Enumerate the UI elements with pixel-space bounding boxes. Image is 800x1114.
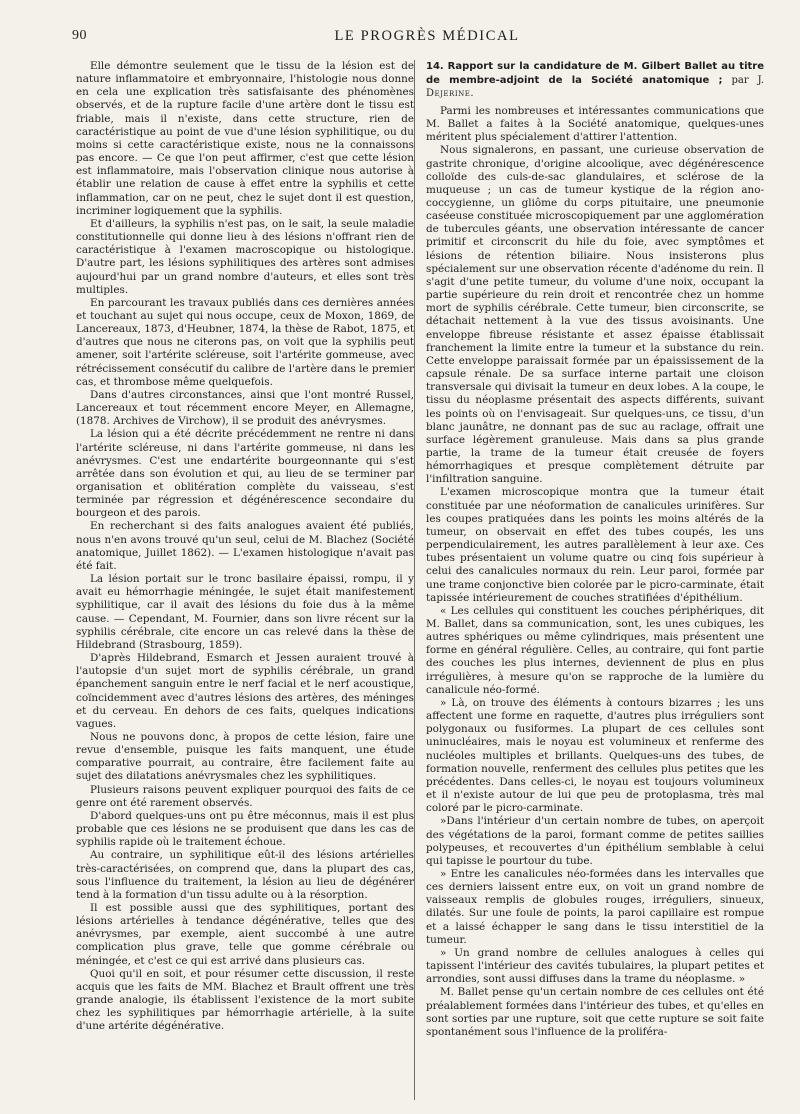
paragraph: » Entre les canalicules néo-formées dans les intervalles que ces derniers laissent entre eux, on voit un grand nombre de vaisseaux remplis de globules rouges, irréguliers, sinueux, dilatés. Sur une foule de points, la paroi capillaire est rompue et a laissé échapper le sang dans le tissu interstitiel de la tumeur. <box>426 867 764 946</box>
paragraph: Il est possible aussi que des syphilitiques, portant des lésions artérielles à tendance dégénérative, telles que des anévrysmes, par exemple, aient succombé à une autre complication plus grave, telle que gomme cérébrale ou méningée, et c'est ce qui est arrivé dans plusieurs cas. <box>76 902 414 967</box>
article-byline-prefix: par J. <box>731 74 764 86</box>
paragraph: D'abord quelques-uns ont pu être méconnus, mais il est plus probable que ces lésions ne se produisent que dans les cas de syphilis rapide où le traitement échoue. <box>76 809 414 849</box>
paragraph: En recherchant si des faits analogues avaient été publiés, nous n'en avons trouvé qu'un seul, celui de M. Blachez (Société anatomique, Juillet 1862). — L'examen histologique n'avait pas été fait. <box>76 520 414 572</box>
paragraph: D'après Hildebrand, Esmarch et Jessen auraient trouvé à l'autopsie d'un sujet mort de syphilis cérébrale, un grand épanchement sanguin entre le nerf facial et le nerf acoustique, coïncidemment avec d'autres lésions des artères, des méninges et du cerveau. En dehors de ces faits, quelques indications vagues. <box>76 652 414 730</box>
paragraph: L'examen microscopique montra que la tumeur était constituée par une néoformation de canalicules urinifères. Sur les coupes pratiquées dans les points les moins altérés de la tumeur, on observait en effet des tubes coupés, les uns perpendiculairement, les autres parallèlement à leur axe. Ces tubes présentaient un volume quatre ou cinq fois supérieur à celui des canalicules normaux du rein. Leur paroi, formée par une trame conjonctive bien colorée par le picro-carminate, était tapissée intérieurement de couches stratifiées d'épithélium. <box>426 486 764 604</box>
left-column <box>76 60 414 1034</box>
paragraph: » Un grand nombre de cellules analogues à celles qui tapissent l'intérieur des cavités tubulaires, la plupart petites et arrondies, sont aussi diffuses dans la trame du néoplasme. » <box>426 946 764 986</box>
article-title: Rapport sur la candidature de M. Gilbert Ballet au titre de membre-adjoint de la Société anatomique ; <box>426 61 764 86</box>
paragraph: Nous signalerons, en passant, une curieuse observation de gastrite chronique, d'origine alcoolique, avec dégénérescence colloïde des culs-de-sac glandulaires, et sclérose de la muqueuse ; un cas de tumeur kystique de la région ano-coccygienne, un gliôme du corps pituitaire, une pneumonie caséeuse constituée microscopiquement par une agglomération de tubercules géants, une observation intéressante de cancer primitif et circonscrit du hile du foie, avec symptômes et lésions de rétention biliaire. Nous insisterons plus spécialement sur une observation récente d'adénome du rein. Il s'agit d'une petite tumeur, du volume d'une noix, occupant la partie supérieure du rein droit et rencontrée chez un homme mort de syphilis cérébrale. Cette tumeur, bien circonscrite, se détachait nettement à la vue des tissus avoisinants. Une enveloppe fibreuse résistante et assez épaisse établissait franchement la limite entre la tumeur et la substance du rein. Cette enveloppe paraissait formée par un épaississement de la capsule rénale. De sa surface interne partait une cloison transversale qui divisait la tumeur en deux lobes. A la coupe, le tissu du néoplasme présentait des aspects différents, suivant les points où on l'envisageait. Sur quelques-uns, ce tissu, d'un blanc jaunâtre, ne donnant pas de suc au raclage, offrait une surface légèrement granuleuse. Mais dans sa plus grande partie, la trame de la tumeur était creusée de foyers hémorrhagiques et presque complètement détruite par l'infiltration sanguine. <box>426 144 764 486</box>
article-author: Dejerine. <box>426 88 474 100</box>
paragraph: » Là, on trouve des éléments à contours bizarres ; les uns affectent une forme en raquette, d'autres plus irréguliers sont polygonaux ou fusiformes. La plupart de ces cellules sont uninucléaires, mais le noyau est volumineux et renferme des nucléoles multiples et brillants. Quelques-uns des tubes, de formation nouvelle, renferment des cellules plus petites que les précédentes. Dans celles-ci, le noyau est toujours volumineux et il n'existe autour de lui que peu de protoplasma, très mal coloré par le picro-carminate. <box>426 696 764 815</box>
paragraph: Au contraire, un syphilitique eût-il des lésions artérielles très-caractérisées, on comprend que, dans la plupart des cas, sous l'influence du traitement, la lésion au lieu de dégénérer tend à la formation d'un tissu adulte ou à la résorption. <box>76 849 414 901</box>
page-number: 90 <box>72 28 87 43</box>
paragraph: Quoi qu'il en soit, et pour résumer cette discussion, il reste acquis que les faits de MM. Blachez et Brault offrent une très grande analogie, ils établissent l'existence de la mort subite chez les syphilitiques par hémorrhagie artérielle, à la suite d'une artérite dégénérative. <box>76 967 414 1033</box>
paragraph: La lésion qui a été décrite précédemment ne rentre ni dans l'artérite scléreuse, ni dans l'artérite gommeuse, ni dans les anévrysmes. C'est une endartérite bourgeonnante qui s'est arrêtée dans son évolution et qui, au lieu de se terminer par organisation et oblitération complète du vaisseau, s'est terminée par régression et dégénérescence secondaire du bourgeon et des parois. <box>76 428 414 520</box>
article-heading <box>426 60 764 101</box>
paragraph: Nous ne pouvons donc, à propos de cette lésion, faire une revue d'ensemble, puisque les faits manquent, une étude comparative pourrait, au contraire, être facilement faite au sujet des dilatations anévrysmales chez les syphilitiques. <box>76 730 414 783</box>
paragraph: Elle démontre seulement que le tissu de la lésion est de nature inflammatoire et embryonnaire, l'histologie nous donne en cela une explication très satisfaisante des phénomènes observés, et de la rupture facile d'une artère dont le tissu est friable, mais il n'existe, dans cette structure, rien de caractéristique au point de vue d'une lésion syphilitique, ou du moins si cette caractéristique existe, nous ne la connaissons pas encore. — Ce que l'on peut affirmer, c'est que cette lésion est inflammatoire, mais l'observation clinique nous autorise à établir une relation de cause à effet entre la syphilis et cette inflammation, car on ne peut, chez le sujet dont il est question, incriminer logiquement que la syphilis. <box>76 60 414 217</box>
right-column <box>426 60 764 1039</box>
paragraph: La lésion portait sur le tronc basilaire épaissi, rompu, il y avait eu hémorrhagie méningée, le sujet était manifestement syphilitique, car il avait des lésions du foie dus à la même cause. — Cependant, M. Fournier, dans son livre récent sur la syphilis cérébrale, cite encore un cas relevé dans la thèse de Hildebrand (Strasbourg, 1859). <box>76 573 414 651</box>
paragraph: »Dans l'intérieur d'un certain nombre de tubes, on aperçoit des végétations de la paroi, formant comme de petites saillies polypeuses, et recouvertes d'un épithélium semblable à celui qui tapisse le pourtour du tube. <box>426 815 764 867</box>
column-divider <box>414 60 415 1100</box>
journal-title: LE PROGRÈS MÉDICAL <box>334 28 520 44</box>
paragraph: Dans d'autres circonstances, ainsi que l'ont montré Russel, Lancereaux et tout récemment encore Meyer, en Allemagne, (1878. Archives de Virchow), il se produit des anévrysmes. <box>76 388 414 428</box>
article-number: 14. <box>426 61 444 72</box>
paragraph: Et d'ailleurs, la syphilis n'est pas, on le sait, la seule maladie constitutionnelle qui donne lieu à des lésions n'offrant rien de caractéristique à l'examen macroscopique ou histologique. D'autre part, les lésions syphilitiques des artères sont admises aujourd'hui par un grand nombre d'auteurs, et elles sont très multiples. <box>76 217 414 296</box>
paragraph: En parcourant les travaux publiés dans ces dernières années et touchant au sujet qui nous occupe, ceux de Moxon, 1869, de Lancereaux, 1873, d'Heubner, 1874, la thèse de Rabot, 1875, et d'autres que nous ne citerons pas, on voit que la syphilis peut amener, soit l'artérite scléreuse, soit l'artérite gommeuse, avec rétrécissement consécutif du calibre de l'artère dans le premier cas, et thrombose même quelquefois. <box>76 296 414 388</box>
running-head <box>72 28 782 50</box>
paragraph: Parmi les nombreuses et intéressantes communications que M. Ballet a faites à la Société anatomique, quelques-unes méritent plus spécialement d'attirer l'attention. <box>426 104 764 144</box>
paragraph: Plusieurs raisons peuvent expliquer pourquoi des faits de ce genre ont été rarement observés. <box>76 783 414 809</box>
paragraph: « Les cellules qui constituent les couches périphériques, dit M. Ballet, dans sa communication, sont, les unes cubiques, les autres sphériques ou même cylindriques, mais présentent une forme en général régulière. Celles, au contraire, qui font partie des couches les plus internes, deviennent de plus en plus irrégulières, à mesure qu'on se rapproche de la lumière du canalicule néo-formé. <box>426 604 764 696</box>
paragraph: M. Ballet pense qu'un certain nombre de ces cellules ont été préalablement formées dans l'intérieur des tubes, et qu'elles en sont sorties par une rupture, soit que cette rupture se soit faite spontanément sous l'influence de la proliféra- <box>426 986 764 1038</box>
